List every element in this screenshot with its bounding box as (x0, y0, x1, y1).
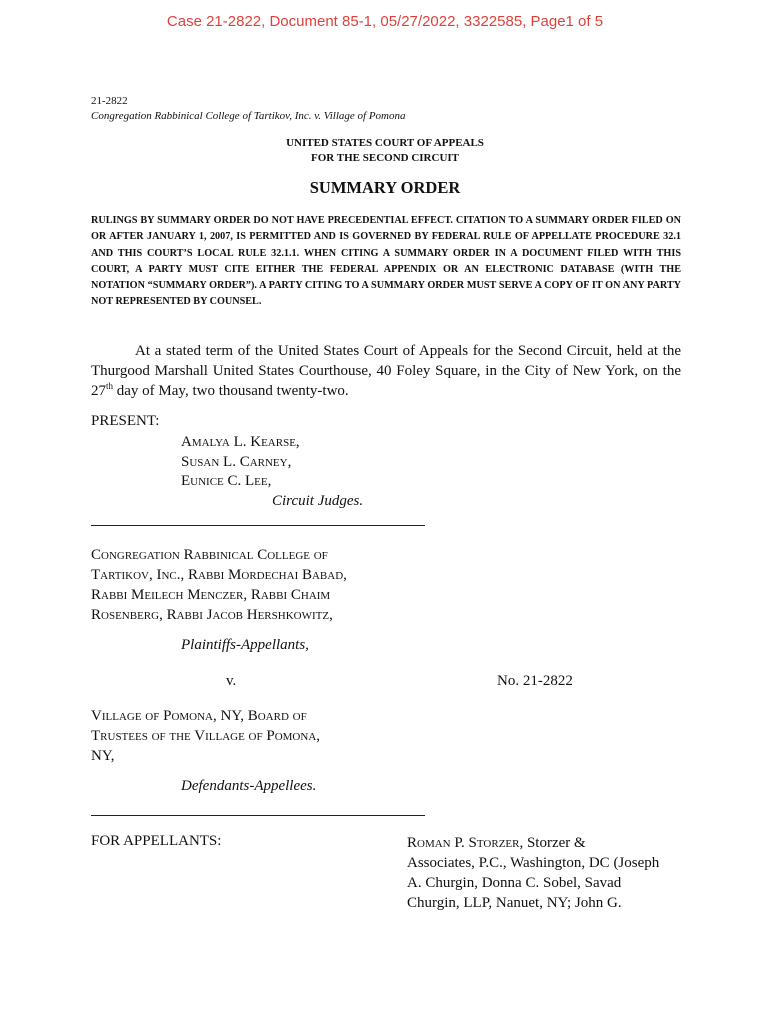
caption-divider (91, 815, 425, 816)
intro-before: At a stated term of the United States Court of Appeals for the Second Circuit, held at the Thurgood Marshall United States Courthouse, 40 Foley Square, in the City of New York, on the 27 (91, 343, 681, 399)
defendants-line: Trustees of the Village of Pomona, (91, 728, 321, 744)
plaintiffs-line: Rabbi Meilech Menczer, Rabbi Chaim (91, 587, 331, 603)
plaintiffs-role: Plaintiffs-Appellants, (181, 637, 309, 653)
defendants-role: Defendants-Appellees. (181, 778, 317, 794)
docket-number: 21-2822 (91, 95, 128, 107)
docket-block (91, 94, 405, 124)
short-caption: Congregation Rabbinical College of Tartikov, Inc. v. Village of Pomona (91, 110, 406, 122)
plaintiffs-line: Tartikov, Inc., Rabbi Mordechai Babad, (91, 567, 347, 583)
case-number: No. 21-2822 (497, 673, 573, 689)
versus: v. (226, 673, 237, 689)
counsel-line: Associates, P.C., Washington, DC (Joseph (407, 855, 660, 871)
precedential-notice: RULINGS BY SUMMARY ORDER DO NOT HAVE PRECEDENTIAL EFFECT. CITATION TO A SUMMARY ORDER FILED ON OR AFTER JANUARY 1, 2007, IS PERMITTED AND IS GOVERNED BY FEDERAL RULE OF APPELLATE PROCEDURE 32.1 AND THIS COURT’S LOCAL RULE 32.1.1. WHEN CITING A SUMMARY ORDER IN A DOCUMENT FILED WITH THIS COURT, A PARTY MUST CITE EITHER THE FEDERAL APPENDIX OR AN ELECTRONIC DATABASE (WITH THE NOTATION “SUMMARY ORDER”). A PARTY CITING TO A SUMMARY ORDER MUST SERVE A COPY OF IT ON ANY PARTY NOT REPRESENTED BY COUNSEL. (91, 215, 681, 308)
for-appellants-label: FOR APPELLANTS: (91, 833, 222, 849)
court-name (0, 136, 770, 166)
plaintiffs-line: Congregation Rabbinical College of (91, 547, 328, 563)
defendants-line: Village of Pomona, NY, Board of (91, 708, 307, 724)
judge-name: Susan L. Carney, (181, 453, 292, 470)
counsel-line: A. Churgin, Donna C. Sobel, Savad (407, 875, 622, 891)
appellants-counsel (407, 833, 683, 913)
plaintiffs-names (91, 545, 391, 625)
present-label: PRESENT: (91, 413, 160, 429)
intro-paragraph (91, 341, 681, 401)
counsel-firm: Storzer & (523, 835, 586, 851)
intro-ordinal-suffix: th (106, 381, 114, 391)
order-title: SUMMARY ORDER (309, 178, 461, 197)
judge-name: Amalya L. Kearse, (181, 434, 300, 450)
defendants-line: NY, (91, 748, 115, 764)
counsel-line (407, 833, 683, 853)
judges-role: Circuit Judges. (272, 492, 364, 509)
plaintiffs-line: Rosenberg, Rabbi Jacob Hershkowitz, (91, 607, 333, 623)
lead-counsel-name: Roman P. Storzer, (407, 835, 524, 851)
case-header-stamp: Case 21-2822, Document 85-1, 05/27/2022, 3322585, Page1 of 5 (166, 13, 604, 30)
judge-name: Eunice C. Lee, (181, 473, 272, 489)
caption-divider (91, 525, 425, 526)
court-line-2: FOR THE SECOND CIRCUIT (310, 152, 460, 164)
defendants-names (91, 706, 391, 766)
counsel-line: Churgin, LLP, Nanuet, NY; John G. (407, 895, 622, 911)
intro-after: day of May, two thousand twenty-two. (113, 383, 349, 399)
court-line-1: UNITED STATES COURT OF APPEALS (286, 137, 484, 149)
judges-list (181, 433, 363, 511)
